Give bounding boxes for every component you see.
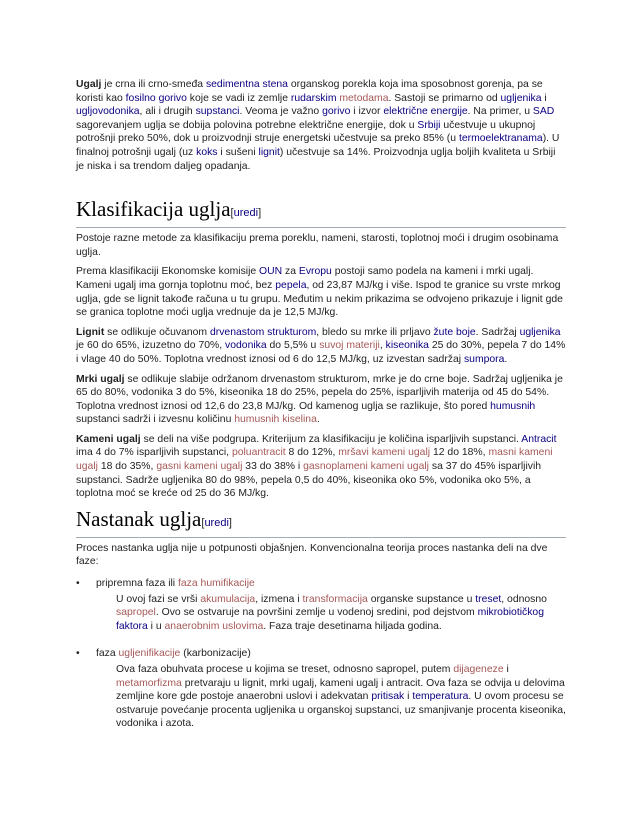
link-ugljenifikacije[interactable]: ugljenifikacije (118, 648, 181, 660)
link-supstanci[interactable]: supstanci (195, 106, 240, 118)
paragraph-klasifikacija-oun: Prema klasifikaciji Ekonomske komisije OUN za Evropu postoji samo podela na kameni i mrki ugalj. Kameni ugalj ima gornja toplotnu moć, bez pepela, od 23,87 MJ/kg i više. Ispod te granice su vrste mrkog uglja, gde se lignit takođe računa u tu grupu. Međutim u nekim prikazima se odvojeno prikazuje i lignit gde se granica toplotne moći uglja vrednuje da je 12,5 MJ/kg. (76, 266, 563, 319)
term-lignit: Lignit (76, 326, 105, 338)
link-temperatura[interactable]: temperatura (412, 691, 469, 703)
link-fosilno-gorivo[interactable]: fosilno gorivo (125, 92, 187, 104)
link-ugljenika[interactable]: ugljenika (500, 92, 542, 104)
link-humusnih[interactable]: humusnih (490, 400, 536, 412)
link-metamorfizma[interactable]: metamorfizma (116, 677, 182, 689)
section-title: Klasifikacija uglja (76, 197, 231, 222)
link-sumpora[interactable]: sumpora (463, 353, 505, 365)
term-mrki-ugalj: Mrki ugalj (76, 373, 125, 385)
edit-link[interactable]: uredi (233, 207, 259, 220)
edit-section-link: [uredi] (201, 516, 232, 529)
link-mrsavi-kameni-ugalj[interactable]: mršavi kameni ugalj (338, 447, 431, 459)
link-treset[interactable]: treset (475, 593, 502, 605)
link-ugljovodonika[interactable]: ugljovodonika (76, 106, 140, 118)
link-evropu[interactable]: Evropu (298, 266, 332, 278)
list-item-pripremna-faza (76, 577, 566, 633)
paragraph-mrki-ugalj: Mrki ugalj se odlikuje slabije održanom drvenastom strukturom, mrke je do crne boje. Sadržaj ugljenika je 65 do 80%, vodonika 3 do 5%, kiseonika 18 do 25%, pepela do 25%, isparljivih materija od 45 do 54%. Toplotna vrednost iznosi od 12,6 do 23,8 MJ/kg. Od kamenog uglja se razlikuje, što pored humusnih supstanci sadrži i izvesnu količinu humusnih kiselina. (76, 373, 563, 426)
list-item-heading: pripremna faza ili faza humifikacije (96, 578, 255, 590)
link-pepela[interactable]: pepela (275, 279, 307, 291)
link-rudarskim[interactable]: rudarskim (290, 92, 337, 104)
link-elektricne-energije[interactable]: električne energije (383, 106, 468, 118)
list-item-faza-ugljenifikacije (76, 647, 566, 731)
section-title: Nastanak uglja (76, 506, 202, 531)
link-masni-kameni-ugalj[interactable]: masni kameni ugalj (76, 447, 553, 473)
section-heading-nastanak (76, 507, 566, 538)
link-gasnoplameni-kameni-ugalj[interactable]: gasnoplameni kameni ugalj (303, 461, 429, 473)
term-ugalj: Ugalj (76, 79, 102, 90)
link-sedimentna-stena[interactable]: sedimentna stena (205, 79, 288, 90)
edit-link[interactable]: uredi (204, 516, 229, 529)
link-ugljenika[interactable]: ugljenika (519, 326, 561, 338)
bullet: • (76, 578, 80, 590)
link-antracit[interactable]: Antracit (521, 433, 557, 445)
paragraph-kameni-ugalj: Kameni ugalj se deli na više podgrupa. Kriterijum za klasifikaciju je količina isparljivih supstanci. Antracit ima 4 do 7% isparljivih supstanci, poluantracit 8 do 12%, mršavi kameni ugalj 12 do 18%, masni kameni ugalj 18 do 35%, gasni kameni ugalj 33 do 38% i gasnoplameni kameni ugalj sa 37 do 45% isparljivih supstanci. Sadrže ugljenika 80 do 98%, pepela 0,5 do 40%, kiseonika oko 5%, vodonika oko 5%, a toplotna moć se kreće od 25 do 36 MJ/kg. (76, 433, 557, 500)
link-kiseonika[interactable]: kiseonika (385, 340, 429, 352)
term-kameni-ugalj: Kameni ugalj (76, 433, 141, 445)
link-oun[interactable]: OUN (259, 266, 283, 278)
link-drvenastom[interactable]: drvenastom (209, 326, 265, 338)
link-faza-humifikacije[interactable]: faza humifikacije (178, 578, 255, 590)
link-gorivo[interactable]: gorivo (322, 106, 351, 118)
link-suvoj-materiji[interactable]: suvoj materiji (319, 340, 380, 352)
phase-list (76, 577, 566, 731)
link-mikrobiotickog-faktora[interactable]: mikrobiotičkog faktora (116, 607, 544, 632)
link-strukturom[interactable]: strukturom (267, 326, 317, 338)
link-humusnih-kiselina[interactable]: humusnih kiselina (234, 414, 317, 426)
link-koks[interactable]: koks (196, 146, 218, 158)
link-termoelektranama[interactable]: termoelektranama (458, 133, 543, 145)
link-metodama[interactable]: metodama (339, 92, 389, 104)
link-akumulacija[interactable]: akumulacija (200, 593, 256, 605)
link-sad[interactable]: SAD (532, 106, 555, 118)
paragraph: Postoje razne metode za klasifikaciju prema poreklu, nameni, starosti, toplotnoj moći i drugim osobinama uglja. (76, 233, 559, 258)
section-heading-klasifikacija (76, 197, 566, 228)
link-poluantracit[interactable]: poluantracit (231, 447, 286, 459)
link-srbiji[interactable]: Srbiji (417, 119, 441, 131)
intro-paragraph: Ugalj je crna ili crno-smeđa sedimentna stena organskog porekla koja ima sposobnost gorenja, pa se koristi kao fosilno gorivo koje se vadi iz zemlje rudarskim metodama. Sastoji se primarno od ugljenika i ugljovodonika, ali i drugih supstanci. Veoma je važno gorivo i izvor električne energije. Na primer, u SAD sagorevanjem uglja se dobija polovina potrebne električne energije, dok u Srbiji učestvuje u ukupnoj potrošnji preko 50%, dok u proizvodnji struje energetski učestvuje sa preko 85% (u termoelektranama). U finalnoj potrošnji ugalj (uz koks i sušeni lignit) učestvuje sa 14%. Proizvodnja uglja boljih kvaliteta u Srbiji je niska i sa trendom daljeg opadanja. (76, 79, 560, 172)
bullet: • (76, 648, 80, 660)
edit-section-link: [uredi] (230, 207, 262, 220)
link-transformacija[interactable]: transformacija (302, 593, 368, 605)
link-vodonika[interactable]: vodonika (225, 340, 267, 352)
link-zute-boje[interactable]: žute boje (433, 326, 476, 338)
link-sapropel[interactable]: sapropel (116, 607, 156, 619)
link-gasni-kameni-ugalj[interactable]: gasni kameni ugalj (156, 461, 243, 473)
list-item-description: Ova faza obuhvata procese u kojima se treset, odnosno sapropel, putem dijageneze i metamorfizma pretvaraju u lignit, mrki ugalj, kameni ugalj i antracit. Ova faza se odvija u delovima zemljine kore gde postoje anaerobni uslovi i adekvatan pritisak i temperatura. U ovom procesu se ostvaruje povećanje procenta ugljenika u organskoj supstanci, uz smanjivanje procenta kiseonika, vodonika i azota. (116, 664, 566, 730)
article (76, 78, 566, 731)
paragraph: Proces nastanka uglja nije u potpunosti objašnjen. Konvencionalna teorija proces nastanka deli na dve faze: (76, 542, 548, 568)
link-anaerobnim-uslovima[interactable]: anaerobnim uslovima (164, 620, 264, 632)
list-item-description: U ovoj fazi se vrši akumulacija, izmena i transformacija organske supstance u treset, odnosno sapropel. Ovo se ostvaruje na površini zemlje u vodenoj sredini, pod dejstvom mikrobiotičkog faktora i u anaerobnim uslovima. Faza traje desetinama hiljada godina. (116, 593, 547, 632)
link-pritisak[interactable]: pritisak (371, 691, 405, 703)
paragraph-lignit: Lignit se odlikuje očuvanom drvenastom strukturom, bledo su mrke ili prljavo žute boje. Sadržaj ugljenika je 60 do 65%, izuzetno do 70%, vodonika do 5,5% u suvoj materiji, kiseonika 25 do 30%, pepela 7 do 14% i vlage 40 do 50%. Toplotna vrednost iznosi od 6 do 12,5 MJ/kg, uz izvestan sadržaj sumpora. (76, 326, 566, 365)
list-item-heading: faza ugljenifikacije (karbonizacije) (96, 648, 251, 660)
link-dijageneze[interactable]: dijageneze (453, 664, 504, 675)
link-lignit[interactable]: lignit (258, 146, 280, 158)
